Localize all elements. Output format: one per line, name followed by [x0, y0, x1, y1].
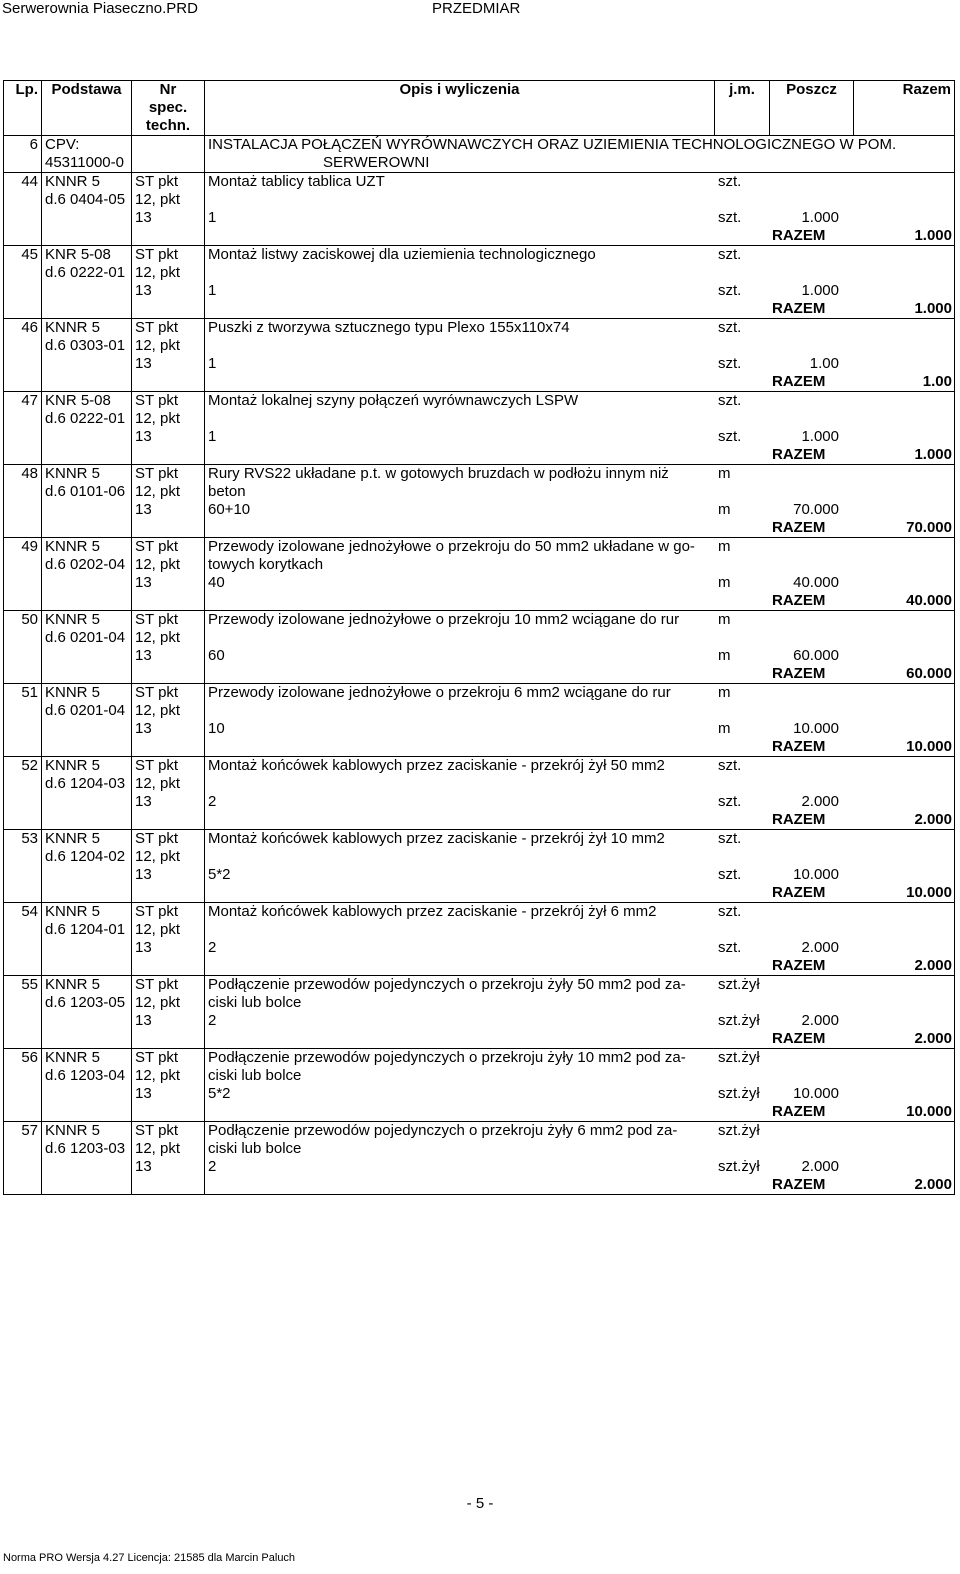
item-podstawa: KNR 5-08 d.6 0222-01: [42, 246, 132, 319]
item-opis: Przewody izolowane jednożyłowe o przekroju 6 mm2 wciągane do rur m 10 m 10.000 RAZEM 10.000: [205, 684, 955, 757]
table-row: [4, 173, 955, 246]
item-opis: Montaż końcówek kablowych przez zaciskanie - przekrój żył 10 mm2 szt. 5*2 szt. 10.000 RAZEM 10.000: [205, 830, 955, 903]
item-lp: 45: [4, 246, 42, 319]
item-opis: Podłączenie przewodów pojedynczych o przekroju żyły 50 mm2 pod za- ciski lub bolce szt.żył 2 szt.żył 2.000 RAZEM 2.000: [205, 976, 955, 1049]
item-podstawa: KNNR 5 d.6 1204-02: [42, 830, 132, 903]
col-jm: j.m.: [715, 81, 770, 136]
item-nr-spec: ST pkt 12, pkt 13: [132, 830, 205, 903]
item-nr-spec: ST pkt 12, pkt 13: [132, 392, 205, 465]
item-jm: szt.: [718, 757, 742, 774]
table-row: [4, 757, 955, 830]
item-jm: szt.: [718, 319, 742, 336]
item-nr-spec: ST pkt 12, pkt 13: [132, 1122, 205, 1195]
item-nr-spec: ST pkt 12, pkt 13: [132, 684, 205, 757]
table-row: [4, 976, 955, 1049]
item-razem: RAZEM 40.000: [772, 592, 952, 609]
section-row: [4, 136, 955, 173]
item-calc: 2 szt.żył 2.000: [208, 1158, 839, 1175]
item-calc: 5*2 szt. 10.000: [208, 866, 839, 883]
item-jm: szt.żył: [718, 1049, 760, 1066]
item-jm: m: [718, 684, 731, 701]
item-razem: RAZEM 1.000: [772, 446, 952, 463]
item-razem: RAZEM 10.000: [772, 884, 952, 901]
item-podstawa: KNNR 5 d.6 0202-04: [42, 538, 132, 611]
item-lp: 46: [4, 319, 42, 392]
item-razem: RAZEM 60.000: [772, 665, 952, 682]
item-lp: 49: [4, 538, 42, 611]
item-lp: 48: [4, 465, 42, 538]
item-opis: Rury RVS22 układane p.t. w gotowych bruzdach w podłożu innym niż beton m 60+10 m 70.000 RAZEM 70.000: [205, 465, 955, 538]
item-calc: 10 m 10.000: [208, 720, 839, 737]
item-opis: Przewody izolowane jednożyłowe o przekroju do 50 mm2 układane w go- towych korytkach m 40 m 40.000 RAZEM 40.000: [205, 538, 955, 611]
col-podstawa: Podstawa: [42, 81, 132, 136]
item-calc: 60+10 m 70.000: [208, 501, 839, 518]
item-nr-spec: ST pkt 12, pkt 13: [132, 903, 205, 976]
item-calc: 2 szt.żył 2.000: [208, 1012, 839, 1029]
item-lp: 57: [4, 1122, 42, 1195]
item-opis: Montaż tablicy tablica UZT szt. 1 szt. 1.000 RAZEM 1.000: [205, 173, 955, 246]
table-row: [4, 1049, 955, 1122]
item-nr-spec: ST pkt 12, pkt 13: [132, 611, 205, 684]
item-podstawa: KNNR 5 d.6 1203-04: [42, 1049, 132, 1122]
item-opis: Podłączenie przewodów pojedynczych o przekroju żyły 10 mm2 pod za- ciski lub bolce szt.żył 5*2 szt.żył 10.000 RAZEM 10.000: [205, 1049, 955, 1122]
item-calc: 60 m 60.000: [208, 647, 839, 664]
col-razem: Razem: [854, 81, 955, 136]
item-podstawa: KNNR 5 d.6 1204-01: [42, 903, 132, 976]
item-podstawa: KNNR 5 d.6 0303-01: [42, 319, 132, 392]
document-name: Serwerownia Piaseczno.PRD: [2, 0, 198, 17]
item-opis: Montaż lokalnej szyny połączeń wyrównawczych LSPW szt. 1 szt. 1.000 RAZEM 1.000: [205, 392, 955, 465]
item-podstawa: KNNR 5 d.6 0404-05: [42, 173, 132, 246]
col-opis: Opis i wyliczenia: [205, 81, 715, 136]
table-row: [4, 830, 955, 903]
item-calc: 1 szt. 1.000: [208, 428, 839, 445]
section-lp: 6: [4, 136, 42, 173]
item-lp: 44: [4, 173, 42, 246]
item-lp: 55: [4, 976, 42, 1049]
item-calc: 2 szt. 2.000: [208, 939, 839, 956]
item-lp: 53: [4, 830, 42, 903]
col-nr-spec: Nr spec. techn.: [132, 81, 205, 136]
table-header: [4, 81, 955, 136]
item-lp: 51: [4, 684, 42, 757]
item-lp: 52: [4, 757, 42, 830]
item-jm: m: [718, 465, 731, 482]
item-lp: 56: [4, 1049, 42, 1122]
item-podstawa: KNNR 5 d.6 0101-06: [42, 465, 132, 538]
item-lp: 47: [4, 392, 42, 465]
item-jm: szt.: [718, 173, 742, 190]
item-opis: Puszki z tworzywa sztucznego typu Plexo 155x110x74 szt. 1 szt. 1.00 RAZEM 1.00: [205, 319, 955, 392]
item-nr-spec: ST pkt 12, pkt 13: [132, 173, 205, 246]
item-calc: 40 m 40.000: [208, 574, 839, 591]
item-calc: 1 szt. 1.000: [208, 209, 839, 226]
item-podstawa: KNNR 5 d.6 1203-03: [42, 1122, 132, 1195]
table-row: [4, 903, 955, 976]
item-razem: RAZEM 2.000: [772, 1030, 952, 1047]
item-podstawa: KNNR 5 d.6 0201-04: [42, 684, 132, 757]
item-calc: 2 szt. 2.000: [208, 793, 839, 810]
item-razem: RAZEM 1.000: [772, 300, 952, 317]
item-nr-spec: ST pkt 12, pkt 13: [132, 1049, 205, 1122]
item-calc: 1 szt. 1.000: [208, 282, 839, 299]
item-nr-spec: ST pkt 12, pkt 13: [132, 538, 205, 611]
table-row: [4, 684, 955, 757]
table-row: [4, 392, 955, 465]
item-razem: RAZEM 2.000: [772, 1176, 952, 1193]
item-razem: RAZEM 10.000: [772, 1103, 952, 1120]
item-jm: szt.: [718, 830, 742, 847]
item-razem: RAZEM 1.00: [772, 373, 952, 390]
item-razem: RAZEM 2.000: [772, 811, 952, 828]
item-opis: Montaż końcówek kablowych przez zaciskanie - przekrój żył 50 mm2 szt. 2 szt. 2.000 RAZEM 2.000: [205, 757, 955, 830]
table-row: [4, 465, 955, 538]
item-calc: 1 szt. 1.00: [208, 355, 839, 372]
item-jm: szt.żył: [718, 1122, 760, 1139]
table-row: [4, 246, 955, 319]
item-jm: szt.żył: [718, 976, 760, 993]
item-podstawa: KNNR 5 d.6 0201-04: [42, 611, 132, 684]
item-podstawa: KNR 5-08 d.6 0222-01: [42, 392, 132, 465]
item-jm: m: [718, 611, 731, 628]
section-cpv: CPV: 45311000-0: [42, 136, 132, 173]
item-nr-spec: ST pkt 12, pkt 13: [132, 246, 205, 319]
col-poszcz: Poszcz: [770, 81, 854, 136]
item-nr-spec: ST pkt 12, pkt 13: [132, 976, 205, 1049]
item-razem: RAZEM 2.000: [772, 957, 952, 974]
col-lp: Lp.: [4, 81, 42, 136]
table-row: [4, 611, 955, 684]
item-nr-spec: ST pkt 12, pkt 13: [132, 757, 205, 830]
item-podstawa: KNNR 5 d.6 1203-05: [42, 976, 132, 1049]
item-jm: szt.: [718, 392, 742, 409]
item-calc: 5*2 szt.żył 10.000: [208, 1085, 839, 1102]
item-jm: szt.: [718, 903, 742, 920]
item-razem: RAZEM 70.000: [772, 519, 952, 536]
item-razem: RAZEM 10.000: [772, 738, 952, 755]
table-row: [4, 538, 955, 611]
item-jm: szt.: [718, 246, 742, 263]
item-opis: Montaż listwy zaciskowej dla uziemienia technologicznego szt. 1 szt. 1.000 RAZEM 1.000: [205, 246, 955, 319]
item-nr-spec: ST pkt 12, pkt 13: [132, 319, 205, 392]
item-lp: 54: [4, 903, 42, 976]
section-title: INSTALACJA POŁĄCZEŃ WYRÓWNAWCZYCH ORAZ UZIEMIENIA TECHNOLOGICZNEGO W POM. SERWEROWNI: [205, 136, 955, 173]
item-razem: RAZEM 1.000: [772, 227, 952, 244]
item-opis: Przewody izolowane jednożyłowe o przekroju 10 mm2 wciągane do rur m 60 m 60.000 RAZEM 60.000: [205, 611, 955, 684]
item-opis: Podłączenie przewodów pojedynczych o przekroju żyły 6 mm2 pod za- ciski lub bolce szt.żył 2 szt.żył 2.000 RAZEM 2.000: [205, 1122, 955, 1195]
item-lp: 50: [4, 611, 42, 684]
item-jm: m: [718, 538, 731, 555]
item-nr-spec: ST pkt 12, pkt 13: [132, 465, 205, 538]
page-number: - 5 -: [466, 1495, 494, 1512]
przedmiar-table: [3, 80, 955, 1195]
table-row: [4, 319, 955, 392]
item-podstawa: KNNR 5 d.6 1204-03: [42, 757, 132, 830]
item-opis: Montaż końcówek kablowych przez zaciskanie - przekrój żył 6 mm2 szt. 2 szt. 2.000 RAZEM 2.000: [205, 903, 955, 976]
document-type: PRZEDMIAR: [432, 0, 521, 17]
table-row: [4, 1122, 955, 1195]
footer-license: Norma PRO Wersja 4.27 Licencja: 21585 dla Marcin Paluch: [3, 1552, 296, 1564]
